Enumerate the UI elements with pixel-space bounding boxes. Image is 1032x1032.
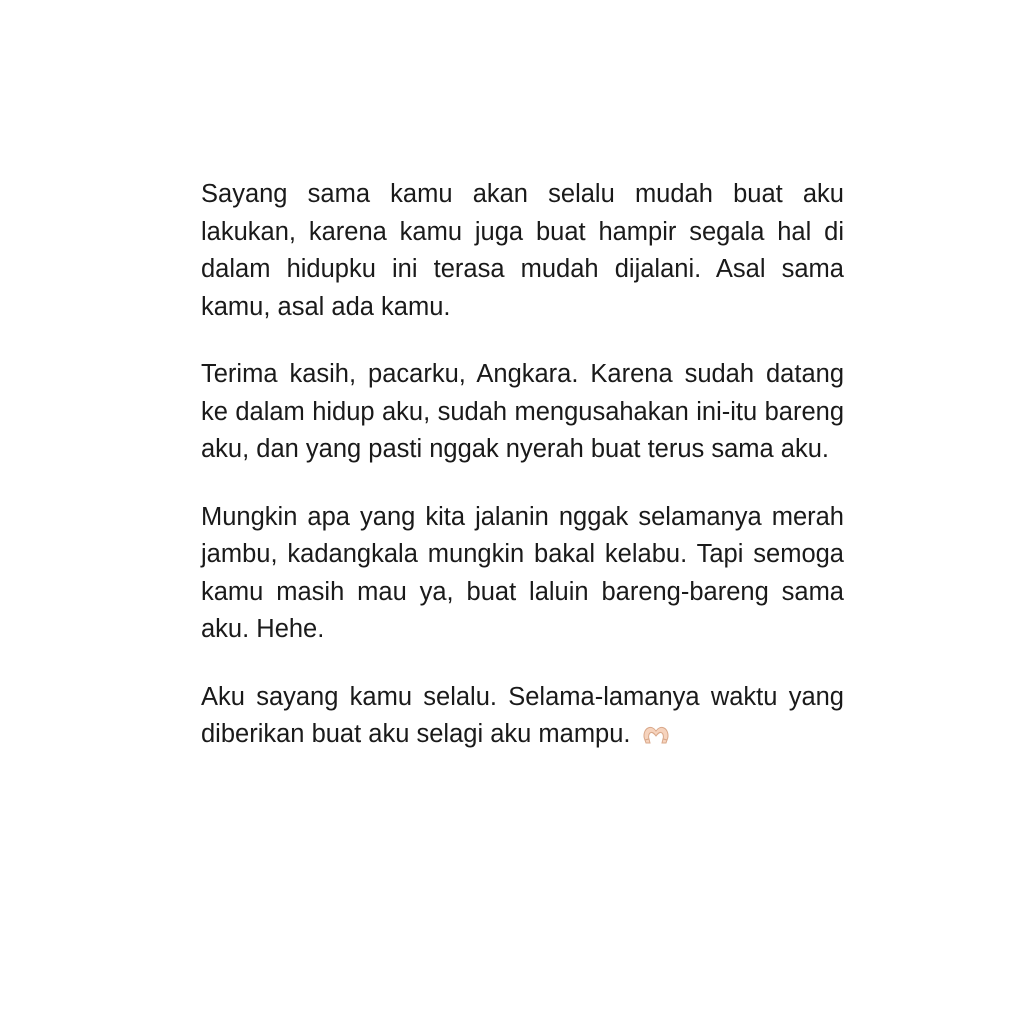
message-text bbox=[201, 176, 844, 754]
heart-hands-icon bbox=[642, 724, 670, 744]
paragraph-3: Mungkin apa yang kita jalanin nggak selamanya merah jambu, kadangkala mungkin bakal kelabu. Tapi semoga kamu masih mau ya, buat laluin bareng-bareng sama aku. Hehe. bbox=[201, 502, 844, 643]
paragraph-2: Terima kasih, pacarku, Angkara. Karena sudah datang ke dalam hidup aku, sudah mengusahakan ini-itu bareng aku, dan yang pasti nggak nyerah buat terus sama aku. bbox=[201, 360, 844, 463]
paragraph-4-text: Aku sayang kamu selalu. Selama-lamanya waktu yang diberikan buat aku selagi aku mampu. bbox=[201, 682, 844, 748]
paragraph-4 bbox=[201, 679, 844, 754]
paragraph-1: Sayang sama kamu akan selalu mudah buat aku lakukan, karena kamu juga buat hampir segala hal di dalam hidupku ini terasa mudah dijalani. Asal sama kamu, asal ada kamu. bbox=[201, 180, 844, 321]
